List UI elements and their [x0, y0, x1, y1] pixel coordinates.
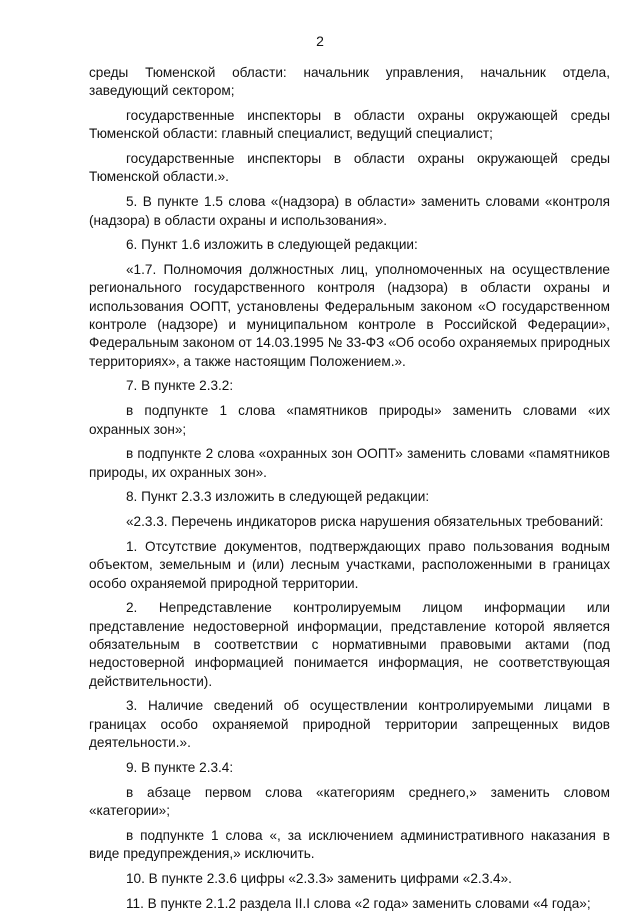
paragraph: государственные инспекторы в области охраны окружающей среды Тюменской области.». [89, 151, 610, 185]
paragraph: в подпункте 1 слова «памятников природы» заменить словами «их охранных зон»; [89, 403, 610, 437]
paragraph: государственные инспекторы в области охраны окружающей среды Тюменской области: главный специалист, ведущий специалист; [89, 108, 610, 142]
paragraph: 11. В пункте 2.1.2 раздела II.I слова «2 года» заменить словами «4 года»; [126, 895, 591, 911]
paragraph: 10. В пункте 2.3.6 цифры «2.3.3» заменить цифрами «2.3.4». [126, 870, 512, 886]
paragraph: 2. Непредставление контролируемым лицом информации или представление недостоверной информации, представление которой является обязательным в соответствии с нормативными правовыми актами (под недостоверной информацией понимается информация, не соответствующая действительности). [89, 600, 610, 689]
paragraph: 9. В пункте 2.3.4: [126, 759, 234, 775]
paragraph: «1.7. Полномочия должностных лиц, уполномоченных на осуществление регионального государственного контроля (надзора) в области охраны и использования ООПТ, установлены Федеральным законом «О государственном контроле (надзоре) и муниципальном контроле в Российской Федерации», Федеральным законом от 14.03.1995 № 33-ФЗ «Об особо охраняемых природных территориях», а также настоящим Положением.». [89, 262, 610, 369]
document-body [89, 64, 610, 919]
paragraph: 8. Пункт 2.3.3 изложить в следующей редакции: [126, 489, 430, 505]
paragraph: 3. Наличие сведений об осуществлении контролируемыми лицами в границах особо охраняемой природной территории запрещенных видов деятельности.». [89, 698, 610, 750]
paragraph: в подпункте 2 слова «охранных зон ООПТ» заменить словами «памятников природы, их охранных зон». [89, 446, 610, 480]
paragraph: в подпункте 1 слова «, за исключением административного наказания в виде предупреждения,» исключить. [89, 827, 610, 861]
paragraph: «2.3.3. Перечень индикаторов риска нарушения обязательных требований: [126, 514, 604, 530]
page-number: 2 [316, 33, 324, 49]
paragraph: 5. В пункте 1.5 слова «(надзора) в области» заменить словами «контроля (надзора) в области охраны и использования». [89, 194, 610, 228]
paragraph: 6. Пункт 1.6 изложить в следующей редакции: [126, 237, 418, 253]
paragraph-continuation: среды Тюменской области: начальник управления, начальник отдела, заведующий сектором; [89, 65, 610, 99]
paragraph: в абзаце первом слова «категориям среднего,» заменить словом «категории»; [89, 784, 610, 818]
paragraph: 7. В пункте 2.3.2: [126, 378, 234, 394]
paragraph: 1. Отсутствие документов, подтверждающих право пользования водным объектом, земельным и (или) лесным участками, расположенными в границах особо охраняемой природной территории. [89, 539, 610, 591]
